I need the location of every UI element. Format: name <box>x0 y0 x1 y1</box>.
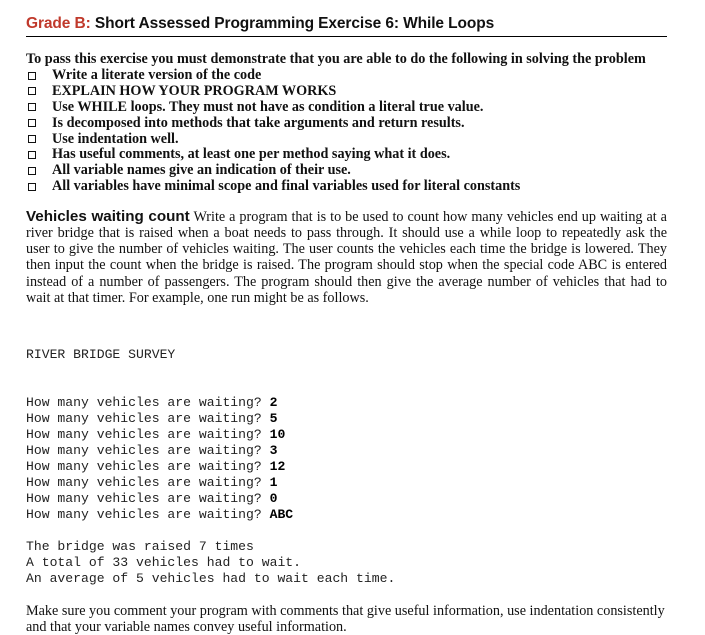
requirement-text: Has useful comments, at least one per method saying what it does. <box>52 146 451 163</box>
user-input: 12 <box>269 458 286 474</box>
user-input: 2 <box>269 394 278 410</box>
closing-note: Make sure you comment your program with comments that give useful information, use indentation consistently and that your variable names convey useful information. <box>26 602 665 635</box>
prompt-line <box>26 395 667 411</box>
requirement-text: All variables have minimal scope and final variables used for literal constants <box>52 178 521 195</box>
prompt-text: How many vehicles are waiting? <box>26 394 270 410</box>
requirement-text: Use indentation well. <box>52 130 179 147</box>
prompt-line <box>26 507 667 523</box>
problem-description <box>26 209 667 306</box>
prompt-line <box>26 443 667 459</box>
requirement-text: Is decomposed into methods that take arguments and return results. <box>52 114 465 131</box>
prompt-text: How many vehicles are waiting? <box>26 426 270 442</box>
checkbox-icon <box>28 87 36 95</box>
requirement-text: Use WHILE loops. They must not have as condition a literal true value. <box>52 98 484 115</box>
requirement-item <box>26 116 667 132</box>
prompt-line <box>26 491 667 507</box>
problem-heading: Vehicles waiting count <box>26 208 190 226</box>
user-input: 3 <box>269 442 278 458</box>
checkbox-icon <box>28 119 36 127</box>
requirement-item <box>26 132 667 148</box>
page-title <box>26 14 667 34</box>
requirement-text: Write a literate version of the code <box>52 67 262 83</box>
prompt-text: How many vehicles are waiting? <box>26 490 270 506</box>
requirement-item <box>26 163 667 179</box>
result-line: The bridge was raised 7 times <box>26 538 254 554</box>
prompt-line <box>26 411 667 427</box>
document-page <box>26 14 667 635</box>
problem-text: Write a program that is to be used to count how many vehicles end up waiting at a river bridge that is raised when a boat needs to pass through. It should use a while loop to repeatedly ask the user to give the number of vehicles waiting. The user counts the vehicles each time the bridge is lowered. They then input the count when the bridge is raised. The program should stop when the special code ABC is entered instead of a number of passengers. The program should then give the average number of vehicles that had to wait at that timer. For example, one run might be as follows. <box>26 209 667 306</box>
requirement-item <box>26 100 667 116</box>
prompt-text: How many vehicles are waiting? <box>26 410 270 426</box>
checkbox-icon <box>28 135 36 143</box>
checkbox-icon <box>28 72 36 80</box>
user-input: ABC <box>269 506 294 522</box>
user-input: 1 <box>269 474 278 490</box>
requirement-item <box>26 147 667 163</box>
requirement-item <box>26 179 667 195</box>
checkbox-icon <box>28 183 36 191</box>
prompt-line <box>26 427 667 443</box>
checkbox-icon <box>28 151 36 159</box>
user-input: 5 <box>269 410 278 426</box>
blank-line <box>26 523 667 539</box>
requirement-item <box>26 68 667 84</box>
prompt-text: How many vehicles are waiting? <box>26 442 270 458</box>
checkbox-icon <box>28 103 36 111</box>
title-bar <box>26 14 667 37</box>
sample-run-header: RIVER BRIDGE SURVEY <box>26 346 176 362</box>
requirement-text: EXPLAIN HOW YOUR PROGRAM WORKS <box>52 82 337 99</box>
user-input: 0 <box>269 490 278 506</box>
requirement-item <box>26 84 667 100</box>
user-input: 10 <box>269 426 286 442</box>
checkbox-icon <box>28 167 36 175</box>
requirement-text: All variable names give an indication of their use. <box>52 162 351 179</box>
title-text: Short Assessed Programming Exercise 6: While Loops <box>90 15 495 32</box>
intro-text: To pass this exercise you must demonstrate that you are able to do the following in solving the problem <box>26 51 646 67</box>
requirements-list <box>26 68 667 195</box>
grade-label: Grade B: <box>26 15 91 32</box>
sample-run <box>26 315 667 587</box>
result-line: An average of 5 vehicles had to wait each time. <box>26 570 396 586</box>
prompt-text: How many vehicles are waiting? <box>26 458 270 474</box>
result-line: A total of 33 vehicles had to wait. <box>26 554 302 570</box>
prompt-text: How many vehicles are waiting? <box>26 506 270 522</box>
prompt-line <box>26 475 667 491</box>
prompt-line <box>26 459 667 475</box>
prompt-text: How many vehicles are waiting? <box>26 474 270 490</box>
